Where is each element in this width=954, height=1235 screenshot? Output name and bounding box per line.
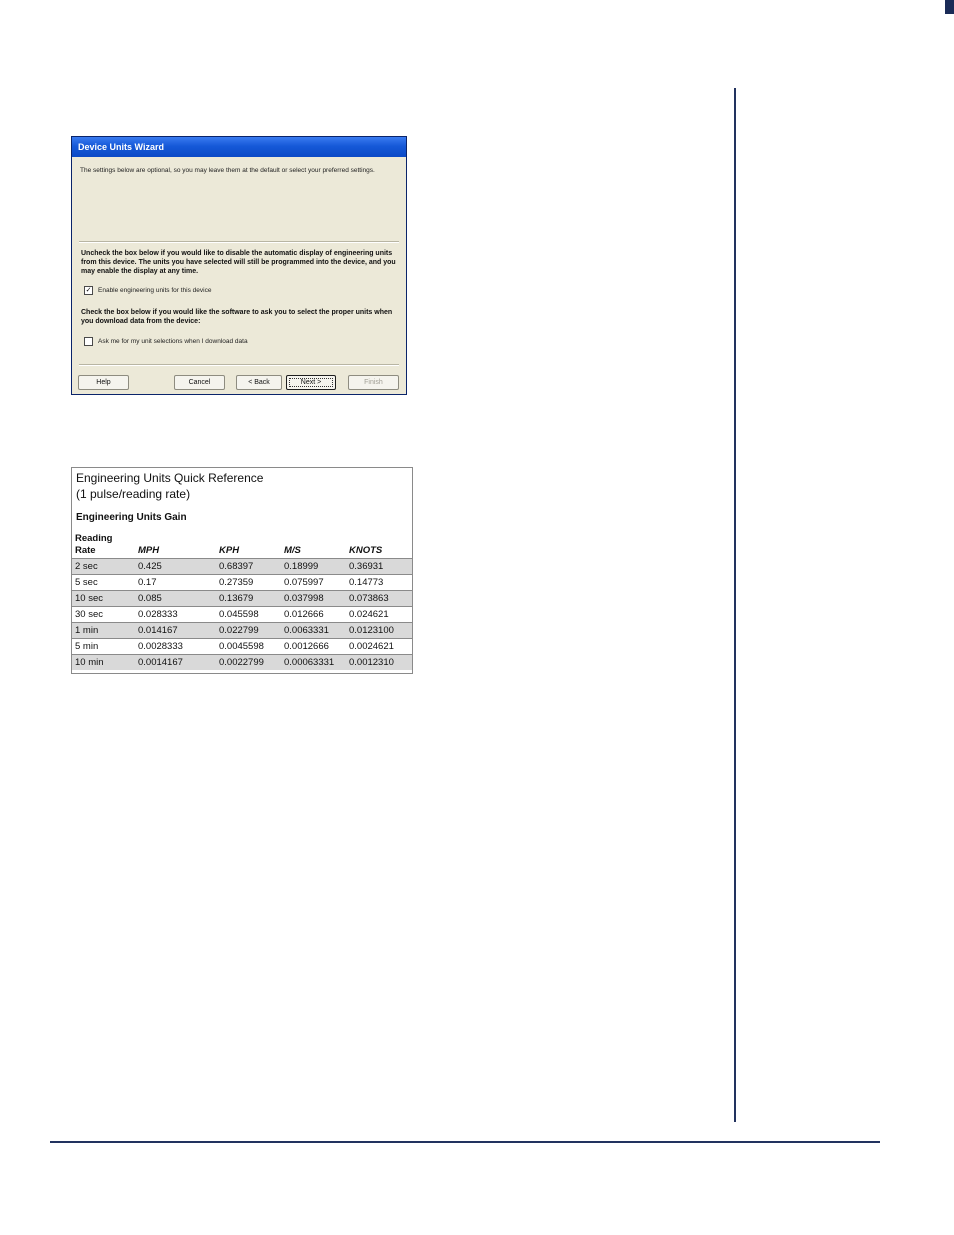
table-row	[72, 607, 412, 623]
cell-rate: 2 sec	[72, 559, 135, 575]
header-rate-line2: Rate	[75, 545, 96, 556]
cell-ms: 0.18999	[281, 559, 346, 575]
cell-rate: 5 min	[72, 639, 135, 655]
header-mph: MPH	[138, 545, 160, 556]
cell-ms: 0.0063331	[281, 623, 346, 639]
next-button[interactable]: Next >	[286, 375, 336, 390]
cell-knots: 0.0024621	[346, 639, 412, 655]
back-button[interactable]: < Back	[236, 375, 282, 390]
finish-button[interactable]: Finish	[348, 375, 399, 390]
cell-ms: 0.075997	[281, 575, 346, 591]
cell-kph: 0.13679	[216, 591, 281, 607]
table-row	[72, 575, 412, 591]
cell-mph: 0.085	[135, 591, 216, 607]
quick-reference-title-line1: Engineering Units Quick Reference	[76, 471, 264, 485]
dialog-button-separator	[79, 364, 399, 366]
table-row	[72, 639, 412, 655]
dialog-title: Device Units Wizard	[72, 137, 406, 157]
cell-knots: 0.36931	[346, 559, 412, 575]
header-ms: M/S	[284, 545, 301, 556]
cell-kph: 0.045598	[216, 607, 281, 623]
cell-rate: 10 sec	[72, 591, 135, 607]
cell-ms: 0.012666	[281, 607, 346, 623]
dialog-separator	[79, 241, 399, 243]
cell-knots: 0.14773	[346, 575, 412, 591]
cell-mph: 0.0028333	[135, 639, 216, 655]
cell-rate: 10 min	[72, 655, 135, 671]
table-row	[72, 559, 412, 575]
table-row	[72, 623, 412, 639]
engineering-units-instructions: Uncheck the box below if you would like to disable the automatic display of engineering units from this device. The units you have selected will still be programmed into the device, and you may enable the display at any time.	[81, 250, 396, 275]
quick-reference-title	[76, 470, 263, 502]
enable-engineering-units-option[interactable]	[84, 285, 211, 296]
cell-kph: 0.0045598	[216, 639, 281, 655]
ask-unit-selections-checkbox[interactable]	[84, 337, 93, 346]
cell-ms: 0.037998	[281, 591, 346, 607]
gain-table	[72, 530, 412, 670]
cell-rate: 30 sec	[72, 607, 135, 623]
header-kph: KPH	[219, 545, 240, 556]
ask-unit-selections-label: Ask me for my unit selections when I download data	[98, 338, 248, 345]
cell-kph: 0.27359	[216, 575, 281, 591]
cell-mph: 0.0014167	[135, 655, 216, 671]
cell-knots: 0.0012310	[346, 655, 412, 671]
corner-mark	[945, 0, 954, 14]
cell-knots: 0.073863	[346, 591, 412, 607]
header-reading-rate	[72, 530, 135, 559]
cancel-button[interactable]: Cancel	[174, 375, 225, 390]
cell-rate: 5 sec	[72, 575, 135, 591]
engineering-units-quick-reference	[71, 467, 413, 674]
header-knots: KNOTS	[349, 545, 383, 556]
enable-engineering-units-label: Enable engineering units for this device	[98, 287, 212, 294]
cell-ms: 0.00063331	[281, 655, 346, 671]
cell-rate: 1 min	[72, 623, 135, 639]
table-row	[72, 655, 412, 671]
cell-ms: 0.0012666	[281, 639, 346, 655]
device-units-wizard-dialog	[71, 136, 407, 395]
cell-mph: 0.028333	[135, 607, 216, 623]
quick-reference-subtitle: Engineering Units Gain	[76, 512, 187, 523]
cell-knots: 0.0123100	[346, 623, 412, 639]
ask-unit-selections-option[interactable]	[84, 336, 248, 347]
unit-selection-instructions: Check the box below if you would like the software to ask you to select the proper units when you download data from the device:	[81, 309, 393, 325]
cell-kph: 0.0022799	[216, 655, 281, 671]
header-rate-line1: Reading	[75, 533, 113, 544]
table-row	[72, 591, 412, 607]
footer-rule	[50, 1141, 880, 1143]
vertical-rule	[734, 88, 736, 1122]
gain-table-header	[72, 530, 412, 559]
cell-knots: 0.024621	[346, 607, 412, 623]
quick-reference-title-line2: (1 pulse/reading rate)	[76, 487, 191, 501]
enable-engineering-units-checkbox[interactable]: ✓	[85, 287, 92, 294]
cell-mph: 0.425	[135, 559, 216, 575]
cell-kph: 0.68397	[216, 559, 281, 575]
cell-kph: 0.022799	[216, 623, 281, 639]
cell-mph: 0.014167	[135, 623, 216, 639]
dialog-intro-text: The settings below are optional, so you may leave them at the default or select your preferred settings.	[80, 167, 375, 174]
help-button[interactable]: Help	[78, 375, 129, 390]
cell-mph: 0.17	[135, 575, 216, 591]
